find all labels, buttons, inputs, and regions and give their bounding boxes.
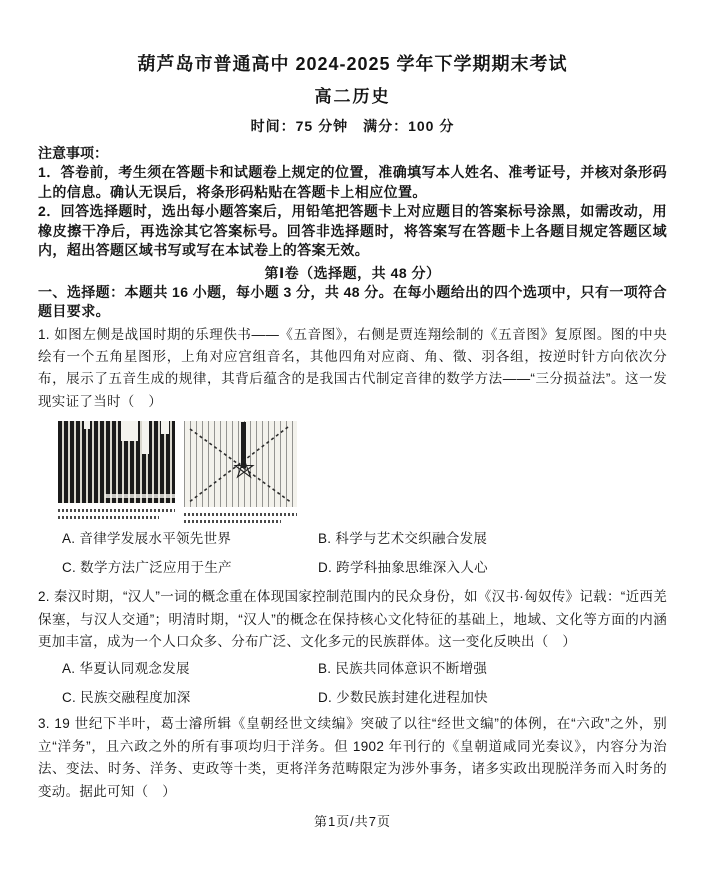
question-1-option-c: C. 数学方法广泛应用于生产: [62, 560, 232, 576]
question-2-option-d: D. 少数民族封建化进程加快: [318, 690, 488, 706]
question-3-stem: 3. 19 世纪下半叶，葛士濬所辑《皇朝经世文续编》突破了以往“经世文编”的体例，在“六政”之外，别立“洋务”，且六政之外的所有事项均归于洋务。但 1902 年刊行的《皇朝道咸同光奏议》，内容分为治法、变法、时务、洋务、吏政等十类，更将洋务范畴限定为涉外事务，诸多实政出现脱洋务而入时务的变动。据此可知（ ）: [38, 716, 667, 799]
question-2-options-row-1: [62, 660, 667, 677]
exam-time-score: 时间：75 分钟 满分：100 分: [250, 118, 455, 134]
exam-title: 葫芦岛市普通高中 2024-2025 学年下学期期末考试: [137, 54, 568, 74]
question-2-option-a: A. 华夏认同观念发展: [62, 661, 190, 677]
figure-caption-line: [58, 509, 175, 512]
question-1-options-row-2: [62, 559, 667, 576]
question-1-figures: [58, 421, 667, 523]
bamboo-slips-image: [58, 421, 175, 503]
wuyintu-bamboo-photo: [58, 421, 175, 523]
section-1-instruction: 一、选择题：本题共 16 小题，每小题 3 分，共 48 分。在每小题给出的四个选项中，只有一项符合题目要求。: [38, 283, 667, 319]
pentagram-diagram: [184, 421, 297, 507]
question-1-option-a: A. 音律学发展水平领先世界: [62, 531, 232, 547]
slip-gap: [121, 421, 137, 441]
page-number: 第1页/共7页: [313, 813, 392, 829]
figure-caption-line: [184, 520, 281, 523]
reconstruction-image: [184, 421, 297, 507]
question-2-options-row-2: [62, 689, 667, 706]
slip-gap: [142, 421, 149, 454]
notice-item-2: 2．回答选择题时，选出每小题答案后，用铅笔把答题卡上对应题目的答案标号涂黑，如需改动，用橡皮擦干净后，再选涂其它答案标号。回答非选择题时，将答案写在答题卡上各题目规定答题区域内，超出答题区域书写或写在本试卷上的答案无效。: [38, 203, 667, 258]
slip-gap: [84, 421, 90, 428]
question-1-option-b: B. 科学与艺术交织融合发展: [318, 531, 488, 547]
slip-gap: [161, 421, 169, 434]
figure-caption-line: [184, 513, 297, 516]
question-2-stem: 2. 秦汉时期，“汉人”一词的概念重在体现国家控制范围内的民众身份，如《汉书·匈奴传》记载：“近西羌保塞，与汉人交通”；明清时期，“汉人”的概念在保持核心文化特征的基础上，地域、文化等方面的内涵更加丰富，成为一个人口众多、分布广泛、文化多元的民族群体。这一变化反映出（ ）: [38, 589, 667, 649]
wuyintu-reconstruction: [184, 421, 297, 523]
question-2-option-c: C. 民族交融程度加深: [62, 690, 191, 706]
question-2-option-b: B. 民族共同体意识不断增强: [318, 661, 488, 677]
notice-item-1: 1．答卷前，考生须在答题卡和试题卷上规定的位置，准确填写本人姓名、准考证号，并核对条形码上的信息。确认无误后，将条形码粘贴在答题卡上相应位置。: [38, 164, 667, 200]
figure-caption-line: [58, 516, 159, 519]
question-1-option-d: D. 跨学科抽象思维深入人心: [318, 560, 488, 576]
notice-heading: 注意事项：: [38, 145, 108, 161]
exam-subject: 高二历史: [314, 87, 391, 106]
question-1-options-row-1: [62, 530, 667, 547]
section-1-title: 第Ⅰ卷（选择题，共 48 分）: [264, 264, 441, 281]
slip-gap: [105, 494, 175, 498]
question-1-stem: 1. 如图左侧是战国时期的乐理佚书——《五音图》，右侧是贾连翔绘制的《五音图》复原图。图的中央绘有一个五角星图形，上角对应宫组音名，其他四角对应商、角、徵、羽各组，按逆时针方向依次分布，展示了五音生成的规律，其背后蕴含的是我国古代制定音律的数学方法——“三分损益法”。这一发现实证了当时（ ）: [38, 326, 667, 409]
